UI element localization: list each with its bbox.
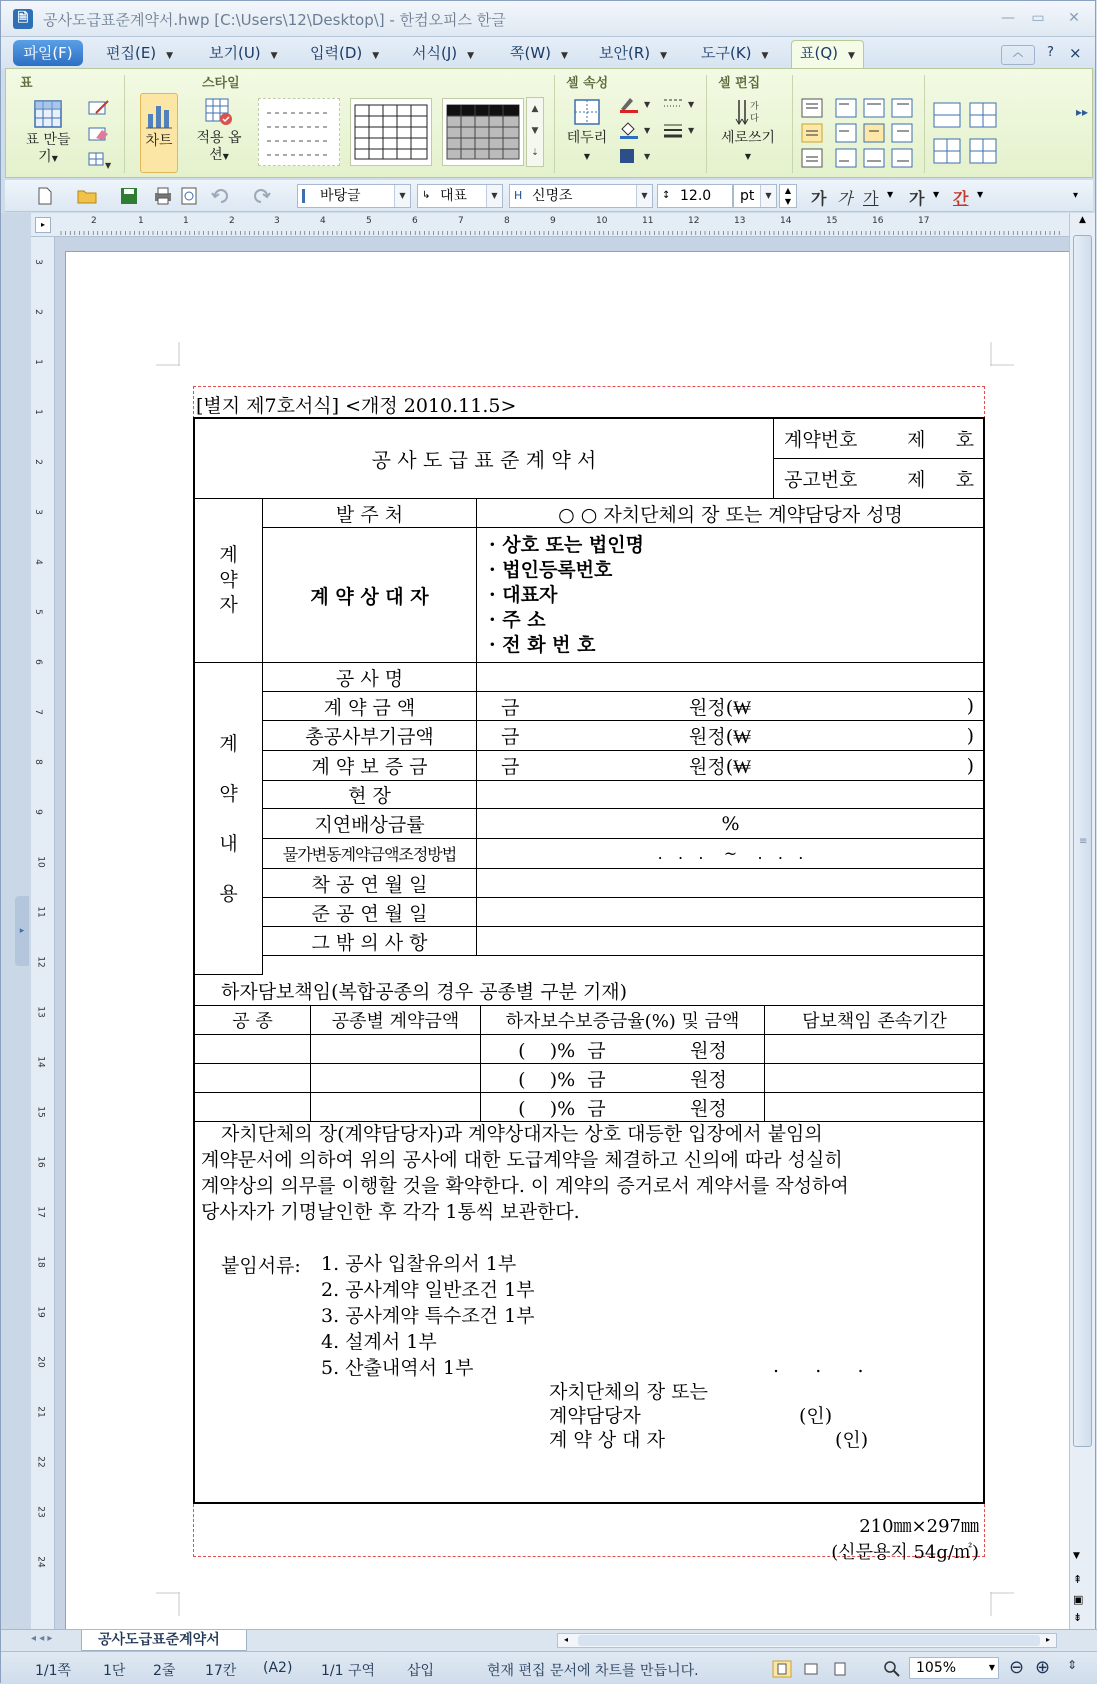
content-row-value[interactable] [477, 751, 985, 781]
svg-text:▼: ▼ [644, 126, 651, 135]
ruler-number: 14 [780, 216, 792, 226]
status-section: 1/1 구역 [321, 1663, 376, 1679]
zoom-out-button[interactable]: ⊖ [1009, 1657, 1025, 1678]
ruler-number: 1 [138, 216, 144, 226]
won-label: 원정(₩ [689, 756, 752, 778]
content-row-label: 물가변동계약금액조정방법 [263, 839, 477, 869]
prev-page-icon[interactable]: ⇞ [1073, 1573, 1083, 1586]
maximize-icon[interactable]: ▭ [1031, 10, 1045, 26]
ruler-number: 17 [918, 216, 930, 226]
ruler-number: 2 [91, 216, 97, 226]
defect-header: 공종별 계약금액 [311, 1006, 481, 1035]
content-row-text: 금 [501, 696, 520, 719]
font-type-icon: H [514, 189, 523, 202]
ruler-number: 1 [183, 216, 189, 226]
status-message: 현재 편집 문서에 차트를 만듭니다. [487, 1663, 699, 1679]
ruler-number: 17 [35, 1206, 46, 1218]
h-scroll-left-arrow[interactable]: ◂ [563, 1635, 568, 1644]
ruler-number: 5 [366, 216, 372, 226]
ruler-number: 1 [32, 359, 43, 365]
defect-header: 하자보수보증금율(%) 및 금액 [481, 1006, 765, 1035]
contract-table[interactable] [193, 417, 985, 1504]
attachment-item: 5. 산출내역서 1부 [321, 1357, 474, 1379]
font-size-icon: ↕ [662, 190, 671, 201]
style-combo[interactable]: 바탕글 ▼ [297, 184, 411, 208]
signer-2-label: 계약담당자 [549, 1405, 641, 1427]
ruler-tab-selector[interactable]: ▸ [35, 217, 51, 233]
defect-cell[interactable] [195, 1064, 311, 1093]
ribbon-more-button[interactable]: ▸▸ [1076, 105, 1089, 119]
next-page-icon[interactable]: ⇟ [1073, 1611, 1083, 1624]
ruler-number: 2 [229, 216, 235, 226]
crop-mark-top-right [990, 342, 1014, 366]
attachments-label: 붙임서류: [221, 1255, 301, 1277]
cell-merge-split-icons[interactable] [932, 97, 1002, 169]
menu-file[interactable]: 파일(F) [13, 40, 83, 66]
strike-button[interactable]: 가 [909, 189, 925, 208]
ribbon-separator [706, 75, 707, 173]
content-row-label: 총공사부기금액 [263, 721, 477, 751]
redo-icon[interactable] [251, 187, 271, 205]
unit-combo[interactable]: pt ▼ [733, 184, 777, 208]
ruler-number: 7 [458, 216, 464, 226]
status-char: 17칸 [205, 1663, 237, 1679]
won-label: 원정(₩ [689, 696, 752, 719]
notice-no-label: 공고번호 [784, 469, 858, 491]
attachment-item: 2. 공사계약 일반조건 1부 [321, 1279, 535, 1301]
content-row-label: 계 약 금 액 [263, 692, 477, 721]
contract-body[interactable] [201, 1121, 981, 1225]
status-page[interactable]: 1/1쪽 [35, 1663, 72, 1679]
status-bar [1, 1651, 1097, 1684]
page-icon[interactable]: ▣ [1073, 1593, 1084, 1606]
attachment-item: 3. 공사계약 특수조건 1부 [321, 1305, 535, 1327]
group-label-style: 스타일 [202, 76, 240, 91]
status-line: 2줄 [153, 1663, 176, 1679]
menu-format[interactable]: 서식(J) ▼ [412, 44, 475, 62]
content-row-value[interactable] [477, 839, 985, 869]
ruler-number: 13 [35, 1006, 46, 1018]
close-icon[interactable]: ✕ [1068, 10, 1080, 26]
ruler-number: 4 [32, 559, 43, 565]
ruler-number: 8 [32, 759, 43, 765]
zoom-combo[interactable]: 105% ▼ [909, 1657, 999, 1679]
contract-no-value: 제 호 [907, 429, 974, 451]
won-close-paren: ) [966, 754, 974, 777]
format-toolbar [5, 180, 1093, 212]
body-line: 자치단체의 장(계약담당자)과 계약상대자는 상호 대등한 입장에서 붙임의 [221, 1123, 823, 1145]
title-bar [1, 1, 1095, 37]
ruler-number: 15 [35, 1106, 46, 1118]
content-row-text: 금 [501, 756, 520, 778]
ribbon-table [5, 68, 1093, 178]
menu-bar [1, 37, 1095, 69]
ruler-number: 9 [32, 809, 43, 815]
ruler-number: 6 [32, 659, 43, 665]
content-row-value[interactable] [477, 809, 985, 839]
h-scroll-right-arrow[interactable]: ▸ [1045, 1635, 1050, 1644]
crop-mark-bottom-right [990, 1592, 1014, 1616]
ruler-number: 10 [35, 856, 46, 868]
ruler-number: 15 [826, 216, 838, 226]
content-row-label: 준 공 연 월 일 [263, 898, 477, 927]
content-row-text: % [721, 812, 740, 835]
menu-security[interactable]: 보안(R) ▼ [599, 44, 668, 62]
vertical-writing-icon [733, 97, 763, 127]
ribbon-collapse-button[interactable]: ︿ [1001, 45, 1035, 65]
content-row-value[interactable] [477, 781, 985, 809]
table-style-preset-1[interactable] [258, 98, 340, 166]
ruler-number: 3 [32, 259, 43, 265]
won-close-paren: ) [966, 724, 974, 747]
ruler-number: 22 [35, 1456, 46, 1468]
defect-cell[interactable] [195, 1093, 311, 1122]
ruler-number: 1 [32, 409, 43, 415]
ribbon-separator [792, 75, 793, 173]
ruler-number: 6 [412, 216, 418, 226]
defect-title: 하자담보책임(복합공종의 경우 공종별 구분 기재) [195, 975, 985, 1006]
cell-valign-icons[interactable] [800, 97, 824, 169]
ruler-number: 14 [35, 1056, 46, 1068]
border-icon [572, 97, 602, 127]
content-row-text: . . . ~ . . . [657, 844, 804, 863]
style-gallery-scroll[interactable]: ▲ ▼ ⇣ [526, 97, 544, 167]
doc-close-button[interactable]: × [1069, 44, 1082, 62]
document-workspace [55, 237, 1069, 1629]
dark-header-style-icon [443, 99, 523, 165]
ruler-ticks [61, 213, 1061, 237]
zoom-in-button[interactable]: ⊕ [1035, 1657, 1051, 1678]
ruler-number: 11 [642, 216, 654, 226]
undo-icon[interactable] [211, 187, 231, 205]
cell-shade-icon[interactable] [618, 147, 654, 165]
eraser-icon[interactable] [88, 125, 110, 143]
make-table-button[interactable]: 표 만들기▼ [20, 99, 76, 167]
ruler-number: 2 [32, 459, 43, 465]
h-scroll-thumb[interactable] [578, 1635, 1040, 1646]
content-label: 계 약 내 용 [195, 663, 263, 975]
grid-style-icon [351, 99, 431, 165]
font-size-combo[interactable]: ↕ 12.0 [657, 184, 733, 208]
ruler-number: 13 [734, 216, 746, 226]
defect-cell[interactable] [765, 1093, 985, 1122]
defect-cell[interactable]: ( )% 금 원정 [481, 1035, 765, 1064]
ruler-number: 4 [320, 216, 326, 226]
vertical-scrollbar[interactable] [1069, 213, 1095, 1629]
tab-nav-arrows[interactable]: ◂ ◂ ▸ [31, 1633, 53, 1644]
ruler-number: 16 [872, 216, 884, 226]
help-button[interactable]: ? [1047, 45, 1054, 60]
font-color-button[interactable]: 간 [953, 189, 969, 208]
defect-cell[interactable] [765, 1064, 985, 1093]
svg-text:▼: ▼ [644, 100, 651, 109]
group-label-cell-edit: 셀 편집 [718, 76, 761, 91]
border-button[interactable]: 테두리 ▼ [562, 97, 612, 165]
content-row-value[interactable] [477, 663, 985, 692]
defect-cell[interactable] [311, 1064, 481, 1093]
table-grid-icon [33, 99, 63, 129]
scroll-down-arrow[interactable]: ▼ [1073, 1551, 1080, 1561]
strike-dropdown[interactable]: ▼ [933, 190, 940, 199]
toolbar-more-button[interactable]: ▾ [1073, 190, 1079, 201]
ruler-number: 12 [35, 956, 46, 968]
svg-text:▼: ▼ [105, 161, 112, 170]
defect-cell[interactable]: ( )% 금 원정 [481, 1093, 765, 1122]
contractor-label: 계 약 상 대 자 [263, 528, 477, 663]
doc-tab-active[interactable]: 공사도급표준계약서 [81, 1630, 247, 1651]
content-row-label: 지연배상금률 [263, 809, 477, 839]
underline-dropdown[interactable]: ▼ [887, 190, 894, 199]
menu-edit[interactable]: 편집(E) ▼ [106, 44, 174, 62]
chart-button[interactable]: 차트 [140, 93, 178, 173]
vertical-ruler[interactable] [31, 237, 55, 1629]
svg-text:다: 다 [750, 114, 759, 124]
left-margin-strip [1, 213, 31, 1629]
font-combo[interactable]: H 신명조 ▼ [509, 184, 653, 208]
content-row-value[interactable] [477, 692, 985, 721]
fill-color-icon[interactable] [618, 121, 654, 139]
ruler-number: 3 [274, 216, 280, 226]
attachment-item: 4. 설계서 1부 [321, 1331, 437, 1353]
italic-button[interactable]: 가 [837, 189, 853, 208]
content-row-text: 금 [501, 726, 520, 748]
view-mode-icons[interactable] [771, 1660, 863, 1678]
document-page[interactable] [65, 251, 1070, 1651]
content-row-value[interactable] [477, 721, 985, 751]
contract-no-row[interactable] [774, 419, 985, 459]
content-row-label: 공 사 명 [263, 663, 477, 692]
document-tab-bar [1, 1629, 1097, 1651]
crop-mark-bottom-left [156, 1592, 180, 1616]
table-properties-icon[interactable] [88, 151, 110, 169]
font-set-icon: ↳ [422, 190, 431, 201]
signer-2-seal: (인) [799, 1405, 833, 1427]
orderer-value[interactable]: ○ ○ 자치단체의 장 또는 계약담당자 성명 [477, 499, 985, 528]
content-row-value[interactable] [477, 869, 985, 898]
group-label-table: 표 [20, 76, 33, 91]
content-row-label: 현 장 [263, 781, 477, 809]
defect-cell[interactable] [195, 1035, 311, 1064]
save-icon[interactable] [119, 187, 139, 205]
defect-cell[interactable] [311, 1035, 481, 1064]
font-set-combo[interactable]: ↳ 대표 ▼ [417, 184, 503, 208]
open-folder-icon[interactable] [77, 187, 97, 205]
ruler-number: 11 [35, 906, 46, 918]
defect-header: 공 종 [195, 1006, 311, 1035]
page-size-note: 210㎜×297㎜ [859, 1516, 979, 1537]
contract-title: 공 사 도 급 표 준 계 약 서 [195, 419, 774, 499]
status-insert-mode[interactable]: 삽입 [407, 1663, 435, 1679]
table-style-preset-2[interactable] [350, 98, 432, 166]
line-weight-icon[interactable] [662, 121, 698, 139]
orderer-label: 발 주 처 [263, 499, 477, 528]
svg-text:▼: ▼ [644, 152, 651, 161]
group-label-cell-props: 셀 속성 [566, 76, 609, 91]
ribbon-separator [924, 75, 925, 173]
ruler-number: 8 [504, 216, 510, 226]
bold-button[interactable]: 가 [811, 189, 827, 208]
size-spinner[interactable]: ▲ ▼ [779, 184, 797, 208]
notice-no-row[interactable] [774, 459, 985, 499]
body-line: 당사자가 기명날인한 후 각각 1통씩 보관한다. [201, 1201, 580, 1223]
body-line: 계약상의 의무를 이행할 것을 확약한다. 이 계약의 증거로서 계약서를 작성하여 [201, 1175, 849, 1197]
signer-1-label: 자치단체의 장 또는 [549, 1381, 708, 1403]
ribbon-separator [124, 75, 125, 173]
status-column: 1단 [103, 1663, 126, 1679]
draw-table-icon[interactable] [88, 99, 110, 117]
vertical-writing-button[interactable]: 가 다 세로쓰기 ▼ [716, 97, 780, 165]
apply-options-button[interactable]: 적용 옵션▼ [196, 97, 242, 165]
attachments-list [321, 1251, 535, 1381]
ruler-number: 12 [688, 216, 700, 226]
cell-align-icons[interactable] [834, 97, 916, 169]
body-line: 계약문서에 의하여 위의 공사에 대한 도급계약을 체결하고 신의에 따라 성실히 [201, 1149, 843, 1171]
horizontal-scrollbar[interactable] [557, 1633, 1057, 1648]
parties-label: 계 약 자 [195, 499, 263, 663]
ruler-number: 16 [35, 1156, 46, 1168]
scroll-up-arrow[interactable]: ▲ [1079, 215, 1086, 225]
content-row-label: 착 공 연 월 일 [263, 869, 477, 898]
menu-tools[interactable]: 도구(K) ▼ [701, 44, 769, 62]
chart-icon [144, 100, 174, 130]
contract-no-label: 계약번호 [784, 429, 858, 451]
svg-text:▼: ▼ [688, 100, 695, 109]
new-document-icon[interactable] [35, 187, 55, 205]
signer-3-label: 계 약 상 대 자 [549, 1429, 665, 1451]
table-style-preset-3[interactable] [442, 98, 524, 166]
menu-table[interactable]: 표(Q) ▼ [791, 40, 864, 69]
scroll-thumb[interactable] [1073, 235, 1092, 1447]
ruler-number: 9 [550, 216, 556, 226]
content-row-value[interactable] [477, 927, 985, 956]
zoom-slider-handle[interactable]: ⇕ [1067, 1658, 1078, 1672]
content-row-value[interactable] [477, 898, 985, 927]
dashed-style-icon [259, 99, 339, 165]
defect-cell[interactable] [765, 1035, 985, 1064]
ribbon-separator [554, 75, 555, 173]
line-style-icon[interactable] [662, 95, 698, 113]
ruler-number: 2 [32, 309, 43, 315]
defect-cell[interactable] [311, 1093, 481, 1122]
svg-text:▼: ▼ [688, 126, 695, 135]
ruler-number: 20 [35, 1356, 46, 1368]
scroll-grip-icon: ≡ [1079, 836, 1088, 847]
content-row-label: 그 밖 의 사 항 [263, 927, 477, 956]
window-title: 공사도급표준계약서.hwp [C:\Users\12\Desktop\] - 한컴오피스 한글 [43, 11, 506, 29]
apply-options-icon [204, 97, 234, 127]
status-cell: (A2) [263, 1660, 293, 1676]
ruler-number: 10 [596, 216, 608, 226]
crop-mark-top-left [156, 342, 180, 366]
svg-text:가: 가 [750, 102, 759, 112]
ruler-number: 5 [32, 609, 43, 615]
ruler-number: 19 [35, 1306, 46, 1318]
hwp-app-icon[interactable]: 🗎 [13, 9, 33, 29]
line-color-icon[interactable] [618, 95, 654, 113]
print-preview-icon[interactable] [179, 187, 199, 205]
ruler-number: 3 [32, 509, 43, 515]
paper-type-note: (신문용지 54g/㎡) [831, 1542, 979, 1563]
defect-header: 담보책임 존속기간 [765, 1006, 985, 1035]
menu-page[interactable]: 쪽(W) ▼ [510, 44, 568, 62]
paragraph-style-icon [302, 189, 316, 203]
signing-date: . . . [773, 1355, 864, 1377]
ruler-number: 7 [32, 709, 43, 715]
menu-view[interactable]: 보기(U) ▼ [209, 44, 278, 62]
notice-no-value: 제 호 [907, 469, 974, 491]
won-close-paren: ) [966, 695, 974, 717]
ruler-number: 23 [35, 1506, 46, 1518]
form-caption: [별지 제7호서식] <개정 2010.11.5> [196, 395, 517, 417]
ruler-numbers [61, 213, 1061, 237]
ruler-number: 21 [35, 1406, 46, 1418]
contractor-info[interactable]: · 상호 또는 법인명 · 법인등록번호 · 대표자 · 주 소 · 전 화 번 호 [477, 528, 985, 663]
print-icon[interactable] [153, 187, 173, 205]
defect-cell[interactable]: ( )% 금 원정 [481, 1064, 765, 1093]
zoom-icon[interactable] [883, 1660, 901, 1678]
menu-insert[interactable]: 입력(D) ▼ [310, 44, 380, 62]
content-row-label: 계 약 보 증 금 [263, 751, 477, 781]
side-panel-toggle[interactable]: ▸ [15, 896, 29, 966]
ruler-numbers [31, 237, 55, 1629]
attachment-item: 1. 공사 입찰유의서 1부 [321, 1253, 517, 1275]
font-color-dropdown[interactable]: ▼ [977, 190, 984, 199]
horizontal-ruler[interactable] [31, 213, 1069, 237]
signer-3-seal: (인) [835, 1429, 869, 1451]
minimize-icon[interactable]: — [1001, 10, 1015, 26]
underline-button[interactable]: 가 [863, 189, 879, 208]
won-label: 원정(₩ [689, 726, 752, 748]
ruler-number: 18 [35, 1256, 46, 1268]
ruler-number: 24 [35, 1556, 46, 1568]
